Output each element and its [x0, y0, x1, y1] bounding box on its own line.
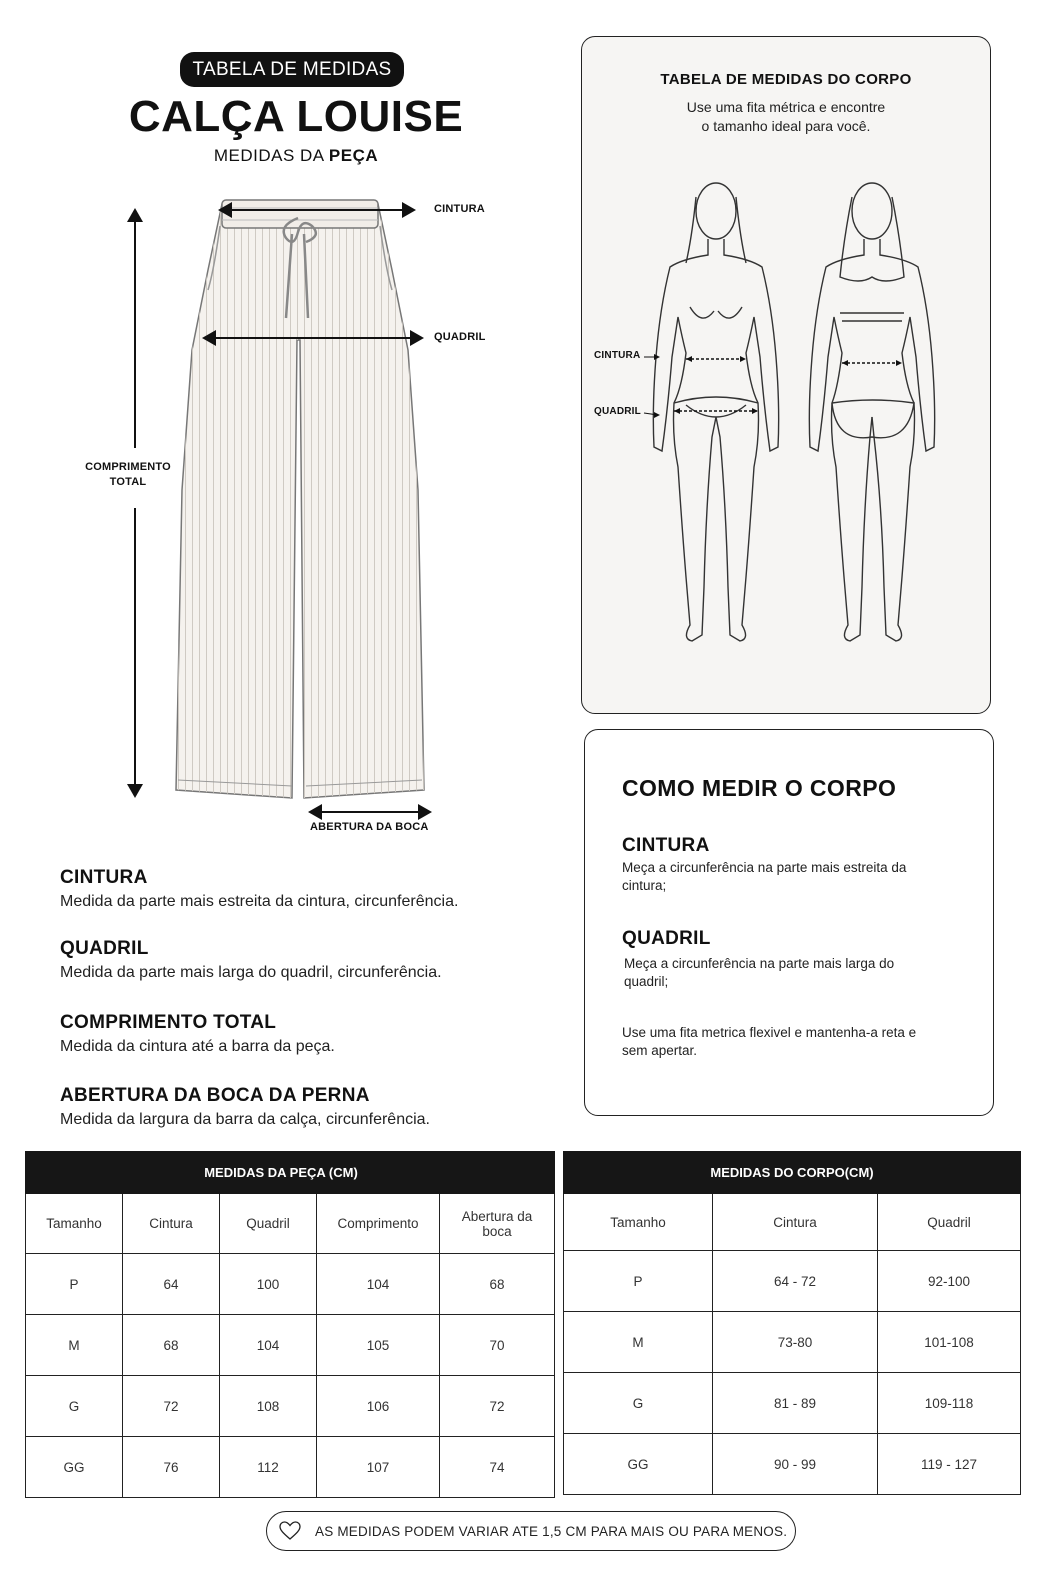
header-badge: TABELA DE MEDIDAS: [180, 52, 404, 87]
table-row: [564, 1434, 1021, 1495]
variation-note: [266, 1511, 796, 1551]
pants-illustration: [0, 190, 580, 850]
desc-text: Medida da cintura até a barra da peça.: [60, 1038, 335, 1055]
cell: 106: [317, 1376, 440, 1437]
howto-quadril-title: QUADRIL: [622, 928, 711, 949]
body-label-quadril: QUADRIL: [594, 406, 641, 417]
body-panel-subtitle: [582, 98, 990, 136]
subtitle-bold: PEÇA: [328, 146, 379, 165]
cell: GG: [26, 1437, 123, 1498]
desc-title: COMPRIMENTO TOTAL: [60, 1012, 277, 1033]
table-row: [26, 1376, 555, 1437]
table-row: [26, 1315, 555, 1376]
body-panel-subtitle-line2: o tamanho ideal para você.: [701, 118, 871, 134]
howto-cintura-title: CINTURA: [622, 835, 710, 856]
cell: 68: [123, 1315, 220, 1376]
cell: M: [564, 1312, 713, 1373]
garment-size-table: [25, 1151, 555, 1498]
cell: 107: [317, 1437, 440, 1498]
desc-cintura: [60, 867, 560, 911]
col-header: Comprimento: [317, 1194, 440, 1254]
desc-text: Medida da largura da barra da calça, circunferência.: [60, 1111, 430, 1128]
desc-text: Medida da parte mais larga do quadril, circunferência.: [60, 964, 442, 981]
cell: 73-80: [713, 1312, 878, 1373]
variation-note-text: AS MEDIDAS PODEM VARIAR ATE 1,5 CM PARA MAIS OU PARA MENOS.: [315, 1523, 788, 1539]
howto-title: COMO MEDIR O CORPO: [622, 775, 897, 801]
table-row: [564, 1312, 1021, 1373]
label-cintura: CINTURA: [434, 203, 485, 215]
col-header: Cintura: [713, 1194, 878, 1251]
body-label-cintura: CINTURA: [594, 350, 641, 361]
col-header: Tamanho: [564, 1194, 713, 1251]
desc-text: Medida da parte mais estreita da cintura, circunferência.: [60, 893, 459, 910]
cell: 108: [220, 1376, 317, 1437]
label-comprimento-line2: TOTAL: [109, 476, 147, 488]
body-panel-title: TABELA DE MEDIDAS DO CORPO: [660, 71, 912, 88]
cell: 100: [220, 1254, 317, 1315]
garment-table-title: MEDIDAS DA PEÇA (CM): [123, 1152, 440, 1194]
desc-abertura: [60, 1085, 560, 1129]
body-panel-subtitle-line1: Use uma fita métrica e encontre: [686, 99, 886, 115]
cell: 109-118: [878, 1373, 1021, 1434]
col-header: Abertura da boca: [440, 1194, 555, 1254]
desc-quadril: [60, 938, 560, 982]
cell: 90 - 99: [713, 1434, 878, 1495]
desc-title: ABERTURA DA BOCA DA PERNA: [60, 1085, 370, 1106]
front-figure: [653, 183, 778, 641]
howto-tip: Use uma fita metrica flexivel e mantenha-a reta e sem apertar.: [622, 1025, 917, 1058]
col-header: Tamanho: [26, 1194, 123, 1254]
cell: 68: [440, 1254, 555, 1315]
cell: 112: [220, 1437, 317, 1498]
table-head-blank: [26, 1152, 123, 1194]
howto-cintura-text: Meça a circunferência na parte mais estreita da cintura;: [622, 860, 907, 893]
col-header: Quadril: [220, 1194, 317, 1254]
cell: 105: [317, 1315, 440, 1376]
cell: 92-100: [878, 1251, 1021, 1312]
cell: 72: [440, 1376, 555, 1437]
measure-lines: [674, 359, 902, 411]
cell: 70: [440, 1315, 555, 1376]
cell: P: [564, 1251, 713, 1312]
table-head-blank: [440, 1152, 555, 1194]
waistband: [222, 200, 378, 228]
desc-title: QUADRIL: [60, 938, 149, 959]
desc-comprimento: [60, 1012, 560, 1056]
cell: 104: [317, 1254, 440, 1315]
cell: 101-108: [878, 1312, 1021, 1373]
howto-panel: [584, 729, 994, 1116]
table-row: [26, 1254, 555, 1315]
cell: 76: [123, 1437, 220, 1498]
subtitle-prefix: MEDIDAS DA: [213, 146, 324, 165]
howto-quadril-text: Meça a circunferência na parte mais larga do quadril;: [624, 956, 895, 989]
table-row: [26, 1437, 555, 1498]
label-comprimento: [68, 460, 188, 490]
cell: 81 - 89: [713, 1373, 878, 1434]
cell: 64: [123, 1254, 220, 1315]
heart-icon: [279, 1521, 301, 1541]
back-figure: [809, 183, 934, 641]
product-title: CALÇA LOUISE: [128, 92, 464, 141]
desc-title: CINTURA: [60, 867, 148, 888]
body-table-title: MEDIDAS DO CORPO(CM): [564, 1152, 1021, 1194]
cell: 119 - 127: [878, 1434, 1021, 1495]
cell: 104: [220, 1315, 317, 1376]
body-size-table: [563, 1151, 1021, 1495]
cell: 74: [440, 1437, 555, 1498]
label-abertura: ABERTURA DA BOCA: [310, 821, 429, 833]
label-comprimento-line1: COMPRIMENTO: [85, 461, 171, 473]
page-subtitle: [0, 146, 592, 166]
body-measure-panel: [581, 36, 991, 714]
cell: P: [26, 1254, 123, 1315]
cell: G: [26, 1376, 123, 1437]
cell: G: [564, 1373, 713, 1434]
cell: 72: [123, 1376, 220, 1437]
label-quadril: QUADRIL: [434, 331, 486, 343]
cell: M: [26, 1315, 123, 1376]
cell: 64 - 72: [713, 1251, 878, 1312]
table-row: [564, 1251, 1021, 1312]
col-header: Cintura: [123, 1194, 220, 1254]
table-row: [564, 1373, 1021, 1434]
cell: GG: [564, 1434, 713, 1495]
body-illustration: [582, 167, 990, 667]
col-header: Quadril: [878, 1194, 1021, 1251]
